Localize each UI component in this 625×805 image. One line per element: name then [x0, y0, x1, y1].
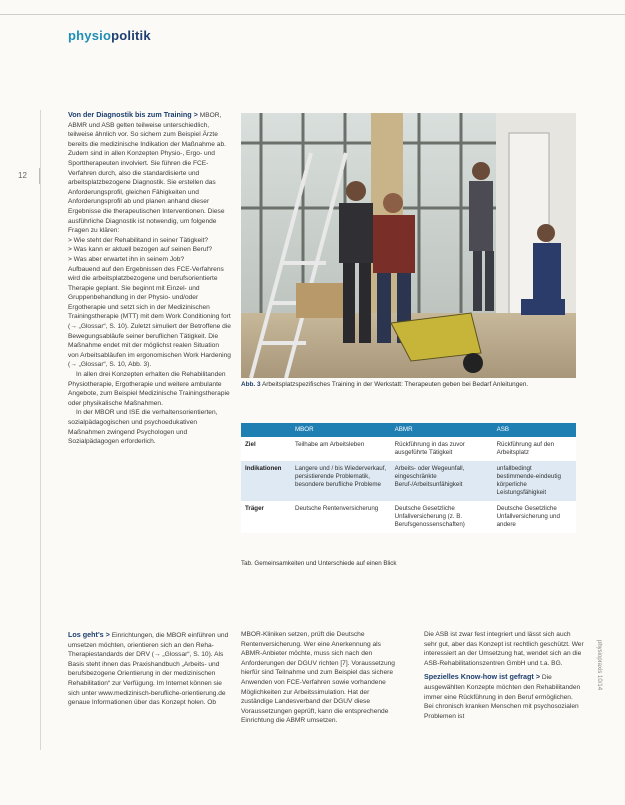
article-column-left [68, 110, 231, 447]
table-cell: Teilhabe am Arbeitsleben [291, 437, 391, 461]
table-row-label: Indikationen [241, 461, 291, 501]
subheading-diagnostik: Von der Diagnostik bis zum Training > [68, 110, 198, 119]
table-caption: Tab. Gemeinsamkeiten und Unterschiede auf einen Blick [241, 560, 397, 567]
table-cell: Arbeits- oder Wegeunfall, eingeschränkte Beruf-/Arbeitsunfähigkeit [391, 461, 493, 501]
header-part-physio: physio [68, 28, 112, 43]
question-1: > Wie steht der Rehabilitand in seiner Tätigkeit? [68, 236, 209, 244]
paragraph: In der MBOR und ISE die verhaltensorientierten, sozialpädagogischen und psychoedukativen Maßnahmen zwingend Psychologen und Sozialpädagogen erforderlich. [68, 409, 218, 446]
photo-caption [241, 381, 576, 390]
table-header-cell [241, 423, 291, 437]
question-3: > Was aber erwartet ihn in seinem Job? [68, 255, 185, 263]
table-cell: Deutsche Gesetzliche Unfallversicherung (z. B. Berufsgenossenschaften) [391, 501, 493, 533]
margin-rule [40, 110, 41, 750]
subheading-know-how: Spezielles Know-how ist gefragt > [424, 672, 541, 682]
caption-label: Abb. 3 [241, 381, 261, 388]
table-cell: Langere und / bis Wiederverkauf, persistierende Problematik, besondere berufliche Probleme [291, 461, 391, 501]
subheading-los-gehts: Los geht's > [68, 630, 110, 639]
table-cell: Rückführung auf den Arbeitsplatz [493, 437, 576, 461]
article-column-bottom-3 [424, 630, 584, 721]
comparison-table [241, 423, 576, 533]
paragraph: Die ausgewählten Konzepte möchten den Rehabilitanden immer eine Rückführung in den Beruf ermöglichen. Bei chronisch kranken Menschen mit psychosozialen Problemen ist [424, 674, 581, 720]
paragraph: MBOR-Kliniken setzen, prüft die Deutsche Rentenversicherung. Wer eine Anerkennung als ABMR-Anbieter möchte, muss sich nach den Anforderungen der DGUV richten [7]. Voraussetzung hierfür sind Teilnahme und zum Beispiel das sichere Anwenden von FCE-Verfahren sowie vorhandene Möglichkeiten zur Arbeitssimulation. Hat der zuständige Landesverband der DGUV diese Voraussetzungen geprüft, kann die entsprechende Einrichtung die ABMR umsetzen. [241, 631, 395, 725]
paragraph: In allen drei Konzepten erhalten die Rehabilitanden Physiotherapie, Ergotherapie und weitere ambulante Angebote, zum Beispiel Medizinische Trainingstherapie oder physikalische Maßnahmen. [68, 371, 230, 407]
table-header-cell: MBOR [291, 423, 391, 437]
table-cell: Rückführung in das zuvor ausgeführte Tätigkeit [391, 437, 493, 461]
table-row-label: Ziel [241, 437, 291, 461]
table-cell: unfallbedingt bestimmende-eindeutig körperliche Leistungsfähigkeit [493, 461, 576, 501]
table-cell: Deutsche Rentenversicherung [291, 501, 391, 533]
table-cell: Deutsche Gesetzliche Unfallversicherung und andere [493, 501, 576, 533]
table-row-label: Träger [241, 501, 291, 533]
paragraph: Die ASB ist zwar fest integriert und lässt sich auch sehr gut, aber das Konzept ist rechtlich geschützt. Wer interessiert an der Umsetzung hat, wendet sich an die ASB-Rehabilitationszentren GmbH und t.a. BG. [424, 631, 584, 667]
question-2: > Was kann er aktuell bezogen auf seinen Beruf? [68, 246, 212, 254]
caption-text: Arbeitsplatzspezifisches Training in der Werkstatt: Therapeuten geben bei Bedarf Anleitungen. [261, 381, 529, 388]
workshop-photo-illustration [241, 113, 576, 378]
paragraph: Aufbauend auf den Ergebnissen des FCE-Verfahrens wird die arbeitsplatzbezogene und berufsorientierte Therapie geplant. Sie beginnt mit Einzel- und Gruppenbehandlung in der Physio- und/oder Ergotherapie und setzt sich in der Medizinischen Trainingstherapie (MTT) mit dem Work Conditioning fort (→ „Glossar“, S. 10). Zuletzt simuliert der Betroffene die Bewegungsabläufe seiner beruflichen Tätigkeit. Die Maßnahme endet mit der möglichst realen Situation von Arbeitsabläufen im ergonomischen Work Hardening (→ „Glossar“, S. 10, Abb. 3). [68, 265, 231, 369]
article-column-bottom-1 [68, 630, 231, 708]
table-row [241, 501, 576, 533]
table-row [241, 461, 576, 501]
top-rule [0, 14, 625, 15]
table-header-cell: ABMR [391, 423, 493, 437]
page-number: 12 [18, 168, 40, 184]
table-header-row [241, 423, 576, 437]
paragraph: MBOR, ABMR und ASB gelten teilweise unterschiedlich, teilweise ähnlich vor. So sichern zum Beispiel Ärzte bereits die medizinische Indikation der Maßnahme ab. Zudem sind in allen Konzepten Physio-, Ergo- und Sporttherapeuten involviert. Sie führen die FCE-Verfahren durch, also die standardisierte und arbeitsplatzbezogene Diagnostik. Sie erstellen das Anforderungsprofil, gleichen Fähigkeiten und Anforderungsprofil ab und planen anhand dieser Ergebnisse die therapeutischen Interventionen. Diese ausführliche Diagnostik ist notwendig, um folgende Fragen zu klären: [68, 112, 226, 235]
paragraph: Einrichtungen, die MBOR einführen und umsetzen möchten, orientieren sich an den Reha-Therapiestandards der DRV (→ „Glossar“, S. 10). Als Basis steht ihnen das Praxishandbuch „Arbeits- und berufsbezogene Orientierung in der medizinischen Rehabilitation“ zur Verfügung. Im Internet können sie sich unter www.medizinisch-berufliche-orientierung.de genaue Informationen über das Konzept holen. Ob [68, 632, 229, 707]
article-column-bottom-2 [241, 630, 401, 726]
header-part-politik: politik [111, 28, 151, 43]
section-header [68, 28, 151, 43]
spine-text: physiopraxis 10/14 [596, 640, 602, 691]
workshop-photo [241, 113, 576, 378]
table-row [241, 437, 576, 461]
table-header-cell: ASB [493, 423, 576, 437]
